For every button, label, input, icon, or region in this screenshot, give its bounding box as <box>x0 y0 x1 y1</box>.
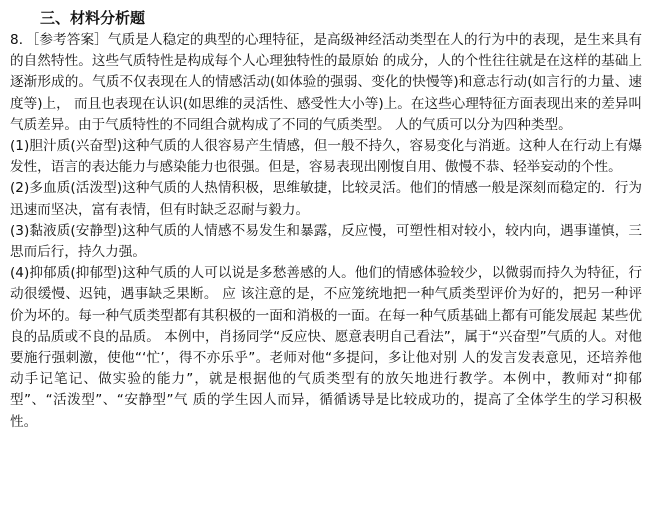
answer-paragraph-phlegmatic: (3)黏液质(安静型)这种气质的人情感不易发生和暴露，反应慢，可塑性相对较小，较内向，遇事谨慎，三思而后行，持久力强。 <box>10 222 642 261</box>
answer-paragraph-intro: 8．［参考答案］气质是人稳定的典型的心理特征，是高级神经活动类型在人的行为中的表现，是生来具有的自然特性。这些气质特性是构成每个人心理独特性的最原始 的成分，人的个性往往就是在这样的基础上逐渐形成的。气质不仅表现在人的情感活动(如体验的强弱、变化的快慢等)和意志行动(如言行的力量、速度等)上， 而且也表现在认识(如思维的灵活性、感受性大小等)上。在这些心理特征方面表现出来的差异叫气质差异。由于气质特性的不同组合就构成了不同的气质类型。 人的气质可以分为四种类型。 <box>10 32 642 133</box>
section-heading: 三、材料分析题 <box>40 9 146 27</box>
answer-paragraph-choleric: (1)胆汁质(兴奋型)这种气质的人很容易产生情感，但一般不持久，容易变化与消逝。这种人在行动上有爆发性，语言的表达能力与感染能力也很强。但是，容易表现出刚愎自用、傲慢不恭、轻举妄动的个性。 <box>10 138 642 176</box>
answer-paragraph-sanguine: (2)多血质(活泼型)这种气质的人热情积极，思维敏捷，比较灵活。他们的情感一般是深刻而稳定的．行为迅速而坚决，富有表情，但有时缺乏忍耐与毅力。 <box>10 180 642 218</box>
answer-paragraph-melancholic: (4)抑郁质(抑郁型)这种气质的人可以说是多愁善感的人。他们的情感体验较少，以微弱而持久为特征，行动很缓慢、迟钝，遇事缺乏果断。 应 该注意的是，不应笼统地把一种气质类型评价为好的，把另一种评价为坏的。每一种气质类型都有其积极的一面和消极的一面。在每一种气质基础上都有可能发展起 某些优良的品质或不良的品质。 本例中，肖扬同学“反应快、愿意表明自己看法”，属于“兴奋型”气质的人。对他要施行强刺激，使他“‘忙’，得不亦乐乎”。老师对他“多提问，多让他对别 人的发言发表意见，还培养他动手记笔记、做实验的能力”，就是根据他的气质类型有的放矢地进行教学。本例中，教师对“抑郁型”、“活泼型”、“安静型”气 质的学生因人而异，循循诱导是比较成功的，提高了全体学生的学习积极性。 <box>10 265 642 430</box>
